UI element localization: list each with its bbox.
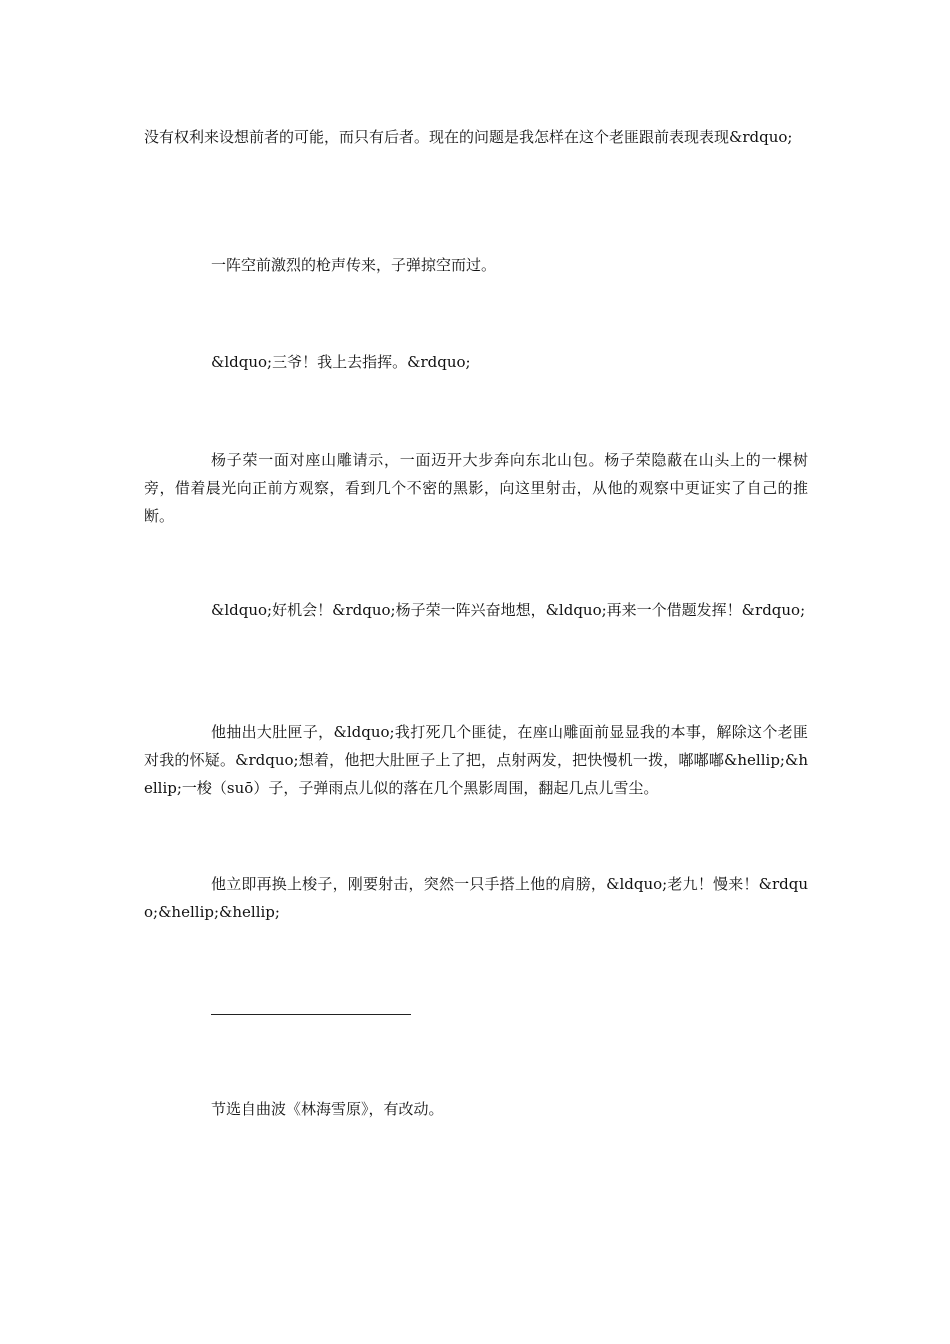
footnote-separator-line	[211, 1014, 411, 1015]
paragraph-2: 一阵空前激烈的枪声传来，子弹掠空而过。	[211, 256, 497, 274]
paragraph-5: &ldquo;好机会！&rdquo;杨子荣一阵兴奋地想，&ldquo;再来一个借题发挥！&rdquo;	[211, 601, 806, 619]
paragraph-4: 杨子荣一面对座山雕请示，一面迈开大步奔向东北山包。杨子荣隐蔽在山头上的一棵树旁，借着晨光向正前方观察，看到几个不密的黑影，向这里射击，从他的观察中更证实了自己的推断。	[144, 451, 808, 525]
paragraph-7: 他立即再换上梭子，刚要射击，突然一只手搭上他的肩膀，&ldquo;老九！慢来！&rdquo;&hellip;&hellip;	[144, 875, 808, 921]
paragraph-6: 他抽出大肚匣子，&ldquo;我打死几个匪徒，在座山雕面前显显我的本事，解除这个老匪对我的怀疑。&rdquo;想着，他把大肚匣子上了把，点射两发，把快慢机一拨，嘟嘟嘟&hellip;&hellip;一梭（suō）子，子弹雨点儿似的落在几个黑影周围，翻起几点儿雪尘。	[144, 723, 808, 797]
paragraph-1: 没有权利来设想前者的可能，而只有后者。现在的问题是我怎样在这个老匪跟前表现表现&rdquo;	[144, 128, 793, 146]
paragraph-3: &ldquo;三爷！我上去指挥。&rdquo;	[211, 353, 471, 371]
source-note: 节选自曲波《林海雪原》，有改动。	[211, 1100, 444, 1118]
